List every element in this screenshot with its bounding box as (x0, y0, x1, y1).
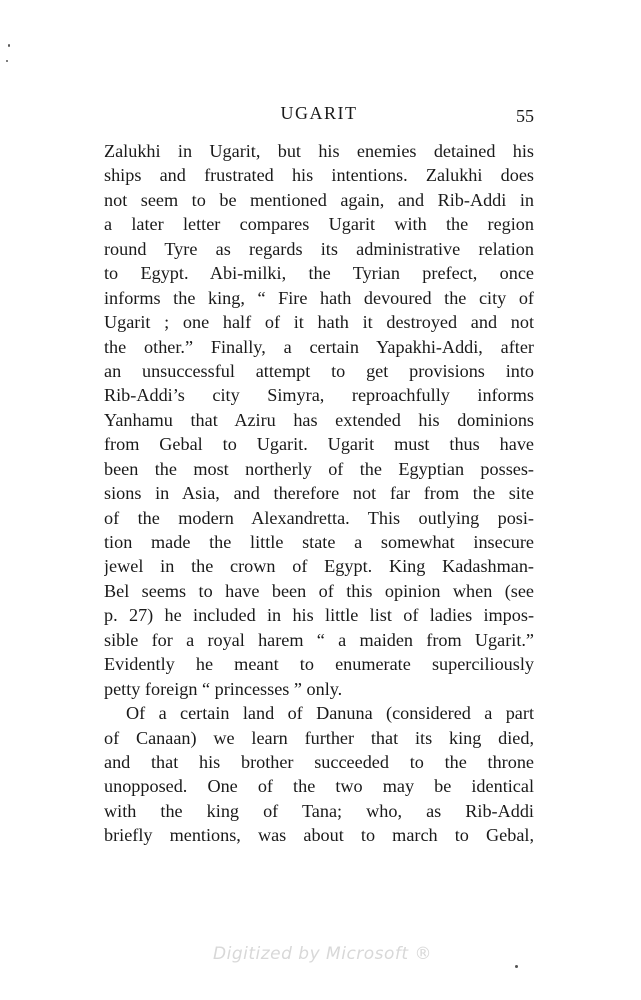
text-line: sions in Asia, and therefore not far from the site (104, 483, 534, 504)
text-line: an unsuccessful attempt to get provisions into (104, 360, 534, 381)
scan-speck (6, 60, 8, 62)
text-line: informs the king, “ Fire hath devoured the city of (104, 287, 534, 308)
text-line: of the modern Alexandretta. This outlying posi- (104, 507, 534, 528)
text-line: tion made the little state a somewhat insecure (104, 532, 534, 552)
running-head-title: UGARIT (280, 103, 358, 123)
text-line: Bel seems to have been of this opinion when (see (104, 580, 534, 601)
paragraph-last-line: petty foreign “ princesses ” only. (104, 678, 343, 699)
text-line: briefly mentions, was about to march to Gebal, (104, 825, 534, 846)
text-line: been the most northerly of the Egyptian posses- (104, 458, 534, 479)
text-line: with the king of Tana; who, as Rib-Addi (104, 800, 534, 821)
text-line: not seem to be mentioned again, and Rib-Addi in (104, 189, 534, 210)
text-line: round Tyre as regards its administrative relation (104, 238, 534, 259)
running-head (104, 103, 534, 127)
text-line: jewel in the crown of Egypt. King Kadashman- (104, 556, 534, 577)
text-line: a later letter compares Ugarit with the region (104, 214, 534, 235)
text-line: the other.” Finally, a certain Yapakhi-Addi, after (104, 336, 534, 357)
scan-speck (515, 965, 518, 968)
text-line: Rib-Addi’s city Simyra, reproachfully informs (104, 385, 534, 406)
text-line: sible for a royal harem “ a maiden from Ugarit.” (104, 629, 534, 650)
text-line: and that his brother succeeded to the throne (104, 751, 534, 772)
text-line: of Canaan) we learn further that its king died, (104, 727, 534, 748)
body-text (104, 139, 534, 848)
text-line: Evidently he meant to enumerate superciliously (104, 654, 534, 675)
text-line: Ugarit ; one half of it hath it destroyed and not (104, 312, 534, 333)
digitization-watermark: Digitized by Microsoft ® (213, 944, 432, 964)
paragraph-first-line: Of a certain land of Danuna (considered a part (126, 703, 534, 724)
text-line: from Gebal to Ugarit. Ugarit must thus have (104, 434, 534, 455)
text-line: p. 27) he included in his little list of ladies impos- (104, 605, 534, 626)
text-line: to Egypt. Abi-milki, the Tyrian prefect, once (104, 263, 534, 284)
text-line: Zalukhi in Ugarit, but his enemies detained his (104, 141, 534, 161)
text-line: ships and frustrated his intentions. Zalukhi does (104, 165, 534, 186)
text-line: unopposed. One of the two may be identical (104, 776, 534, 797)
scan-speck (8, 44, 10, 47)
text-line: Yanhamu that Aziru has extended his dominions (104, 409, 534, 430)
page-number: 55 (516, 106, 534, 126)
